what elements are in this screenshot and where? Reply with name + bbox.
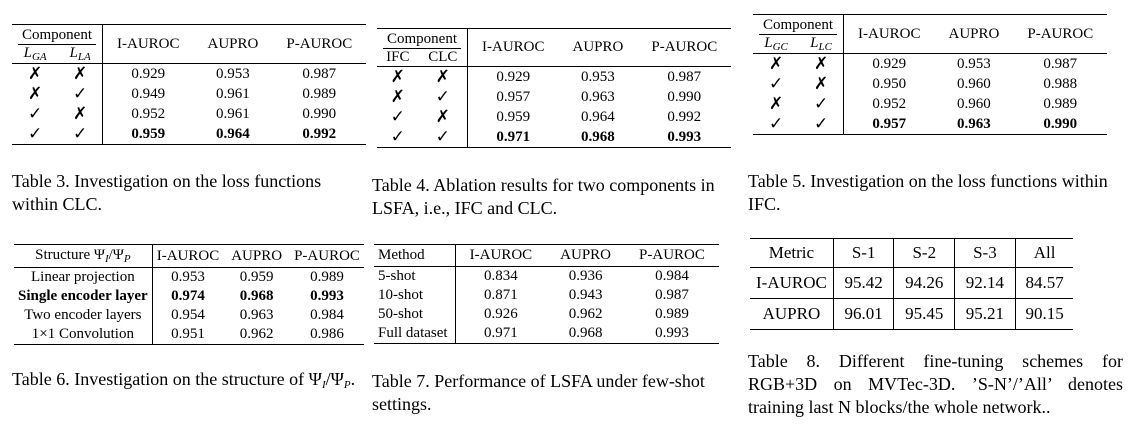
cell-value: 84.57 [1025, 273, 1064, 292]
cell-value: 0.963 [581, 88, 615, 105]
cell-value: 0.953 [171, 269, 205, 285]
table8-row [750, 268, 1073, 299]
t8-col-s2: S-2 [894, 239, 955, 268]
t6-col-structure: Structure $\Psi_I/\Psi_P$ [14, 245, 152, 268]
cell-value: 0.984 [310, 307, 344, 323]
t4-col-pauroc: P-AUROC [651, 39, 718, 55]
cell-value: 0.953 [216, 65, 250, 82]
cross-mark-icon: ✗ [768, 94, 784, 113]
check-mark-icon: ✓ [390, 107, 405, 126]
cell-value: 0.989 [655, 306, 689, 322]
cell-value: 0.957 [496, 88, 531, 105]
table7-row [374, 305, 719, 324]
t6-col-pauroc: P-AUROC [294, 247, 360, 264]
t6-col-aupro: AUPRO [231, 247, 283, 264]
t8-col-s1: S-1 [833, 239, 894, 268]
table-6 [14, 244, 364, 345]
table-8 [750, 238, 1073, 330]
t5-col-pauroc: P-AUROC [1027, 25, 1094, 42]
cross-mark-icon: ✗ [435, 67, 450, 86]
table6-row [14, 306, 364, 325]
table6-row [14, 268, 364, 288]
t7-col-aupro: AUPRO [560, 247, 612, 263]
cell-value: 0.959 [239, 269, 274, 285]
cell-value: 0.929 [872, 55, 907, 72]
t4-group-header: Component [377, 29, 467, 50]
table3-row [12, 124, 366, 145]
t5-col-aupro: AUPRO [948, 25, 1000, 42]
table-8-caption: Table 8. Different fine-tuning schemes for RGB+3D on MVTec-3D. ’S-N’/’All’ denotes training last N blocks/the whole network.. [748, 351, 1123, 417]
table3-row [12, 64, 366, 85]
t3-sub-lla: $L_{LA}$ [69, 45, 91, 63]
cell-value: 0.989 [1043, 95, 1078, 112]
check-mark-icon: ✓ [27, 104, 43, 123]
cell-value: 0.974 [171, 288, 205, 304]
t8-col-all: All [1033, 243, 1056, 262]
cell-value: 0.968 [239, 288, 274, 304]
cross-mark-icon: ✗ [813, 74, 829, 93]
table5-row [753, 114, 1107, 135]
table-6-caption: Table 6. Investigation on the structure of $\Psi_I/\Psi_P$. [12, 369, 356, 391]
cell-value: 96.01 [833, 299, 894, 330]
check-mark-icon: ✓ [768, 74, 784, 93]
cell-value: 0.964 [216, 125, 250, 142]
table-5-grid [753, 14, 1107, 135]
cell-value: 0.959 [496, 108, 531, 125]
t7-col-pauroc: P-AUROC [639, 247, 705, 263]
t5-sub-lgc: $L_{GC}$ [764, 35, 788, 53]
table-7-caption: Table 7. Performance of LSFA under few-shot settings. [372, 371, 705, 414]
row-label: 10-shot [374, 286, 455, 305]
cell-value: 95.42 [833, 268, 894, 299]
table6-row [14, 325, 364, 345]
table5-row [753, 54, 1107, 75]
row-label: 50-shot [374, 305, 455, 324]
table4-row [377, 87, 731, 107]
cell-value: 0.993 [310, 288, 344, 304]
check-mark-icon: ✓ [72, 84, 88, 103]
table-8-grid [750, 238, 1073, 330]
check-mark-icon: ✓ [435, 127, 450, 146]
table-5-caption: Table 5. Investigation on the loss functions within IFC. [748, 171, 1108, 214]
cross-mark-icon: ✗ [390, 87, 405, 106]
table4-row [377, 67, 731, 88]
table-7-grid [374, 244, 719, 344]
cell-value: 0.962 [568, 306, 603, 322]
cell-value: 0.990 [1043, 115, 1078, 132]
table6-row [14, 287, 364, 306]
cell-value: 0.968 [568, 325, 603, 341]
t7-col-method: Method [374, 245, 455, 267]
table-3-caption: Table 3. Investigation on the loss functions within CLC. [12, 171, 322, 214]
check-mark-icon: ✓ [390, 127, 405, 146]
row-label: 5-shot [374, 267, 455, 287]
table5-row [753, 94, 1107, 114]
cross-mark-icon: ✗ [435, 107, 450, 126]
table7-row [374, 324, 719, 344]
t5-col-iauroc: I-AUROC [858, 25, 921, 42]
table7-row [374, 267, 719, 287]
table-4 [377, 28, 731, 148]
t3-sub-lga: $L_{GA}$ [23, 45, 47, 63]
cell-value: 0.987 [655, 287, 689, 303]
cell-value: 0.953 [957, 55, 991, 72]
cell-value: 0.987 [302, 65, 337, 82]
t3-col-pauroc: P-AUROC [286, 35, 353, 52]
t8-col-metric: Metric [750, 239, 833, 268]
cell-value: 0.968 [581, 128, 615, 145]
t4-col-iauroc: I-AUROC [482, 39, 545, 55]
cross-mark-icon: ✗ [813, 54, 829, 73]
cell-value: 92.14 [955, 268, 1016, 299]
table7-row [374, 286, 719, 305]
table8-row [750, 299, 1073, 330]
cell-value: 0.987 [1043, 55, 1078, 72]
t5-group-header: Component [753, 15, 843, 36]
cell-value: 0.989 [302, 85, 337, 102]
t4-sub-ifc: IFC [386, 49, 410, 65]
table-6-grid [14, 244, 364, 345]
cell-value: 0.964 [581, 108, 615, 125]
check-mark-icon: ✓ [813, 94, 829, 113]
row-label: 1×1 Convolution [14, 325, 152, 345]
row-label: I-AUROC [750, 268, 833, 299]
cell-value: 0.971 [484, 325, 518, 341]
t3-col-aupro: AUPRO [207, 35, 259, 52]
table5-row [753, 74, 1107, 94]
row-label: Linear projection [14, 268, 152, 288]
cross-mark-icon: ✗ [72, 104, 88, 123]
cell-value: 0.963 [957, 115, 991, 132]
cell-value: 0.963 [239, 307, 274, 323]
t3-col-iauroc: I-AUROC [117, 35, 180, 52]
cell-value: 0.929 [131, 65, 166, 82]
table-4-caption: Table 4. Ablation results for two components in LSFA, i.e., IFC and CLC. [372, 175, 715, 218]
cell-value: 0.986 [310, 326, 344, 342]
row-label: Full dataset [374, 324, 455, 344]
cross-mark-icon: ✗ [72, 64, 88, 83]
t4-col-aupro: AUPRO [572, 39, 624, 55]
check-mark-icon: ✓ [27, 124, 43, 143]
cell-value: 0.953 [581, 68, 615, 85]
cell-value: 0.952 [872, 95, 907, 112]
check-mark-icon: ✓ [768, 114, 784, 133]
cell-value: 0.990 [302, 105, 337, 122]
check-mark-icon: ✓ [72, 124, 88, 143]
cross-mark-icon: ✗ [27, 84, 43, 103]
cell-value: 0.834 [484, 268, 518, 284]
cell-value: 0.988 [1043, 75, 1078, 92]
cell-value: 0.971 [496, 128, 531, 145]
cell-value: 0.993 [655, 325, 689, 341]
cell-value: 0.962 [239, 326, 274, 342]
cell-value: 0.957 [872, 115, 907, 132]
cell-value: 94.26 [894, 268, 955, 299]
t3-group-header: Component [12, 25, 102, 46]
cell-value: 0.990 [667, 88, 702, 105]
cell-value: 0.987 [667, 68, 702, 85]
cell-value: 0.929 [496, 68, 531, 85]
table-3 [12, 24, 366, 145]
t7-col-iauroc: I-AUROC [469, 247, 533, 263]
cross-mark-icon: ✗ [27, 64, 43, 83]
table-7 [374, 244, 719, 344]
cell-value: 0.989 [310, 269, 344, 285]
table-5 [753, 14, 1107, 135]
table4-row [377, 127, 731, 148]
cross-mark-icon: ✗ [768, 54, 784, 73]
cell-value: 0.951 [171, 326, 205, 342]
row-label: Single encoder layer [14, 287, 152, 306]
row-label: AUPRO [750, 299, 833, 330]
check-mark-icon: ✓ [435, 87, 450, 106]
table4-row [377, 107, 731, 127]
cell-value: 0.954 [171, 307, 205, 323]
cell-value: 0.936 [568, 268, 603, 284]
cell-value: 0.959 [131, 125, 166, 142]
t4-sub-clc: CLC [428, 49, 458, 65]
row-label: Two encoder layers [14, 306, 152, 325]
cell-value: 0.961 [216, 85, 250, 102]
cell-value: 0.871 [484, 287, 518, 303]
cell-value: 0.993 [667, 128, 702, 145]
table3-row [12, 104, 366, 124]
check-mark-icon: ✓ [813, 114, 829, 133]
table3-row [12, 84, 366, 104]
cell-value: 0.992 [302, 125, 337, 142]
cell-value: 0.960 [957, 75, 991, 92]
cell-value: 0.943 [568, 287, 603, 303]
table-4-grid [377, 28, 731, 148]
table-3-grid [12, 24, 366, 145]
cell-value: 0.992 [667, 108, 702, 125]
cell-value: 0.950 [872, 75, 907, 92]
t6-col-iauroc: I-AUROC [156, 247, 220, 264]
cell-value: 0.961 [216, 105, 250, 122]
cell-value: 95.21 [955, 299, 1016, 330]
cell-value: 0.984 [655, 268, 689, 284]
cell-value: 0.952 [131, 105, 166, 122]
cell-value: 0.926 [484, 306, 518, 322]
cell-value: 0.949 [131, 85, 166, 102]
cell-value: 90.15 [1025, 304, 1064, 323]
t5-sub-llc: $L_{LC}$ [810, 35, 832, 53]
cell-value: 95.45 [894, 299, 955, 330]
cell-value: 0.960 [957, 95, 991, 112]
t8-col-s3: S-3 [955, 239, 1016, 268]
cross-mark-icon: ✗ [390, 67, 405, 86]
